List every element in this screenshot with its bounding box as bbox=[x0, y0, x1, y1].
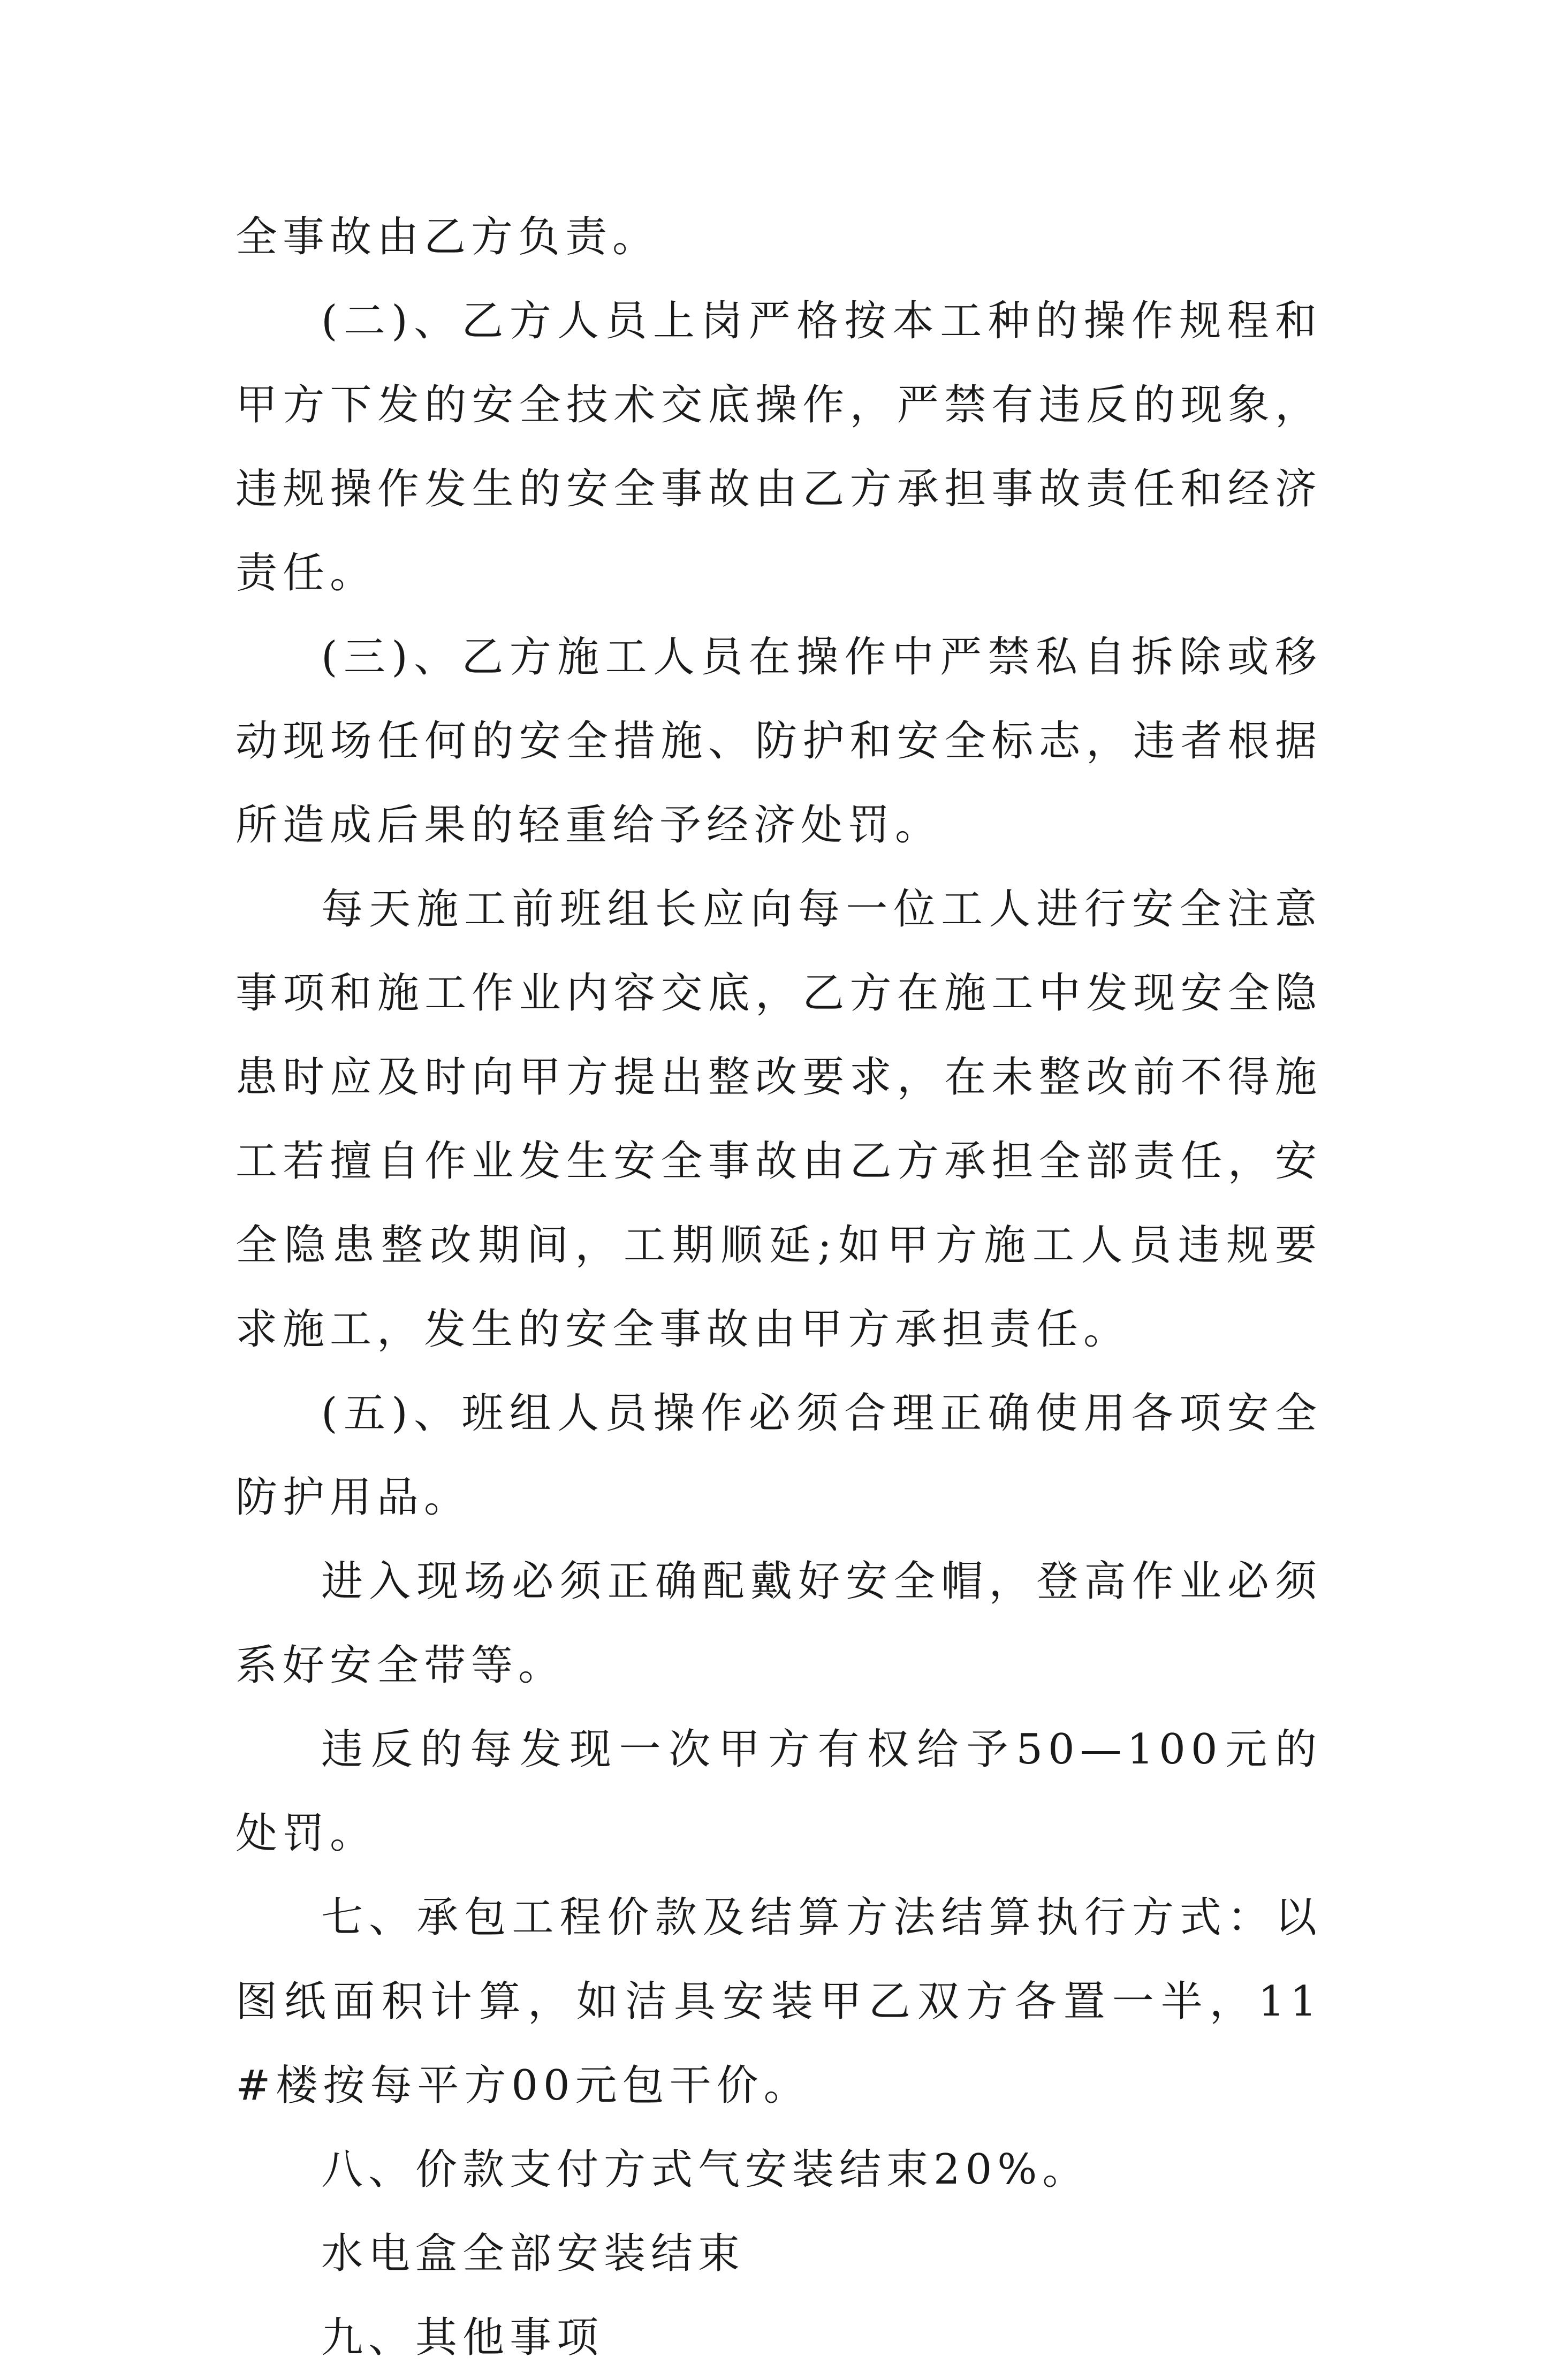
paragraph-9: 八、价款支付方式气安装结束20%。 bbox=[321, 2146, 1090, 2194]
paragraph-10: 水电盒全部安装结束 bbox=[321, 2230, 746, 2278]
paragraph-6: 进入现场必须正确配戴好安全帽，登高作业必须系好安全带等。 bbox=[236, 1557, 1322, 1690]
paragraph-4: 每天施工前班组长应向每一位工人进行安全注意事项和施工作业内容交底，乙方在施工中发现安全隐患时应及时向甲方提出整改要求，在未整改前不得施工若擅自作业发生安全事故由乙方承担全部责任，安全隐患整改期间，工期顺延;如甲方施工人员违规要求施工，发生的安全事故由甲方承担责任。 bbox=[236, 885, 1322, 1354]
paragraph-2: (二)、乙方人员上岗严格按本工种的操作规程和甲方下发的安全技术交底操作，严禁有违反的现象，违规操作发生的安全事故由乙方承担事故责任和经济责任。 bbox=[236, 297, 1322, 597]
paragraph-8: 七、承包工程价款及结算方法结算执行方式：以图纸面积计算，如洁具安装甲乙双方各置一半，11#楼按每平方00元包干价。 bbox=[236, 1894, 1322, 2110]
document-body bbox=[236, 195, 1322, 2380]
paragraph-11: 九、其他事项 bbox=[321, 2314, 604, 2362]
paragraph-7: 违反的每发现一次甲方有权给予50—100元的处罚。 bbox=[236, 1725, 1322, 1858]
paragraph-5: (五)、班组人员操作必须合理正确使用各项安全防护用品。 bbox=[236, 1389, 1322, 1522]
paragraph-3: (三)、乙方施工人员在操作中严禁私自拆除或移动现场任何的安全措施、防护和安全标志，违者根据所造成后果的轻重给予经济处罚。 bbox=[236, 633, 1322, 849]
paragraph-1: 全事故由乙方负责。 bbox=[236, 213, 660, 261]
